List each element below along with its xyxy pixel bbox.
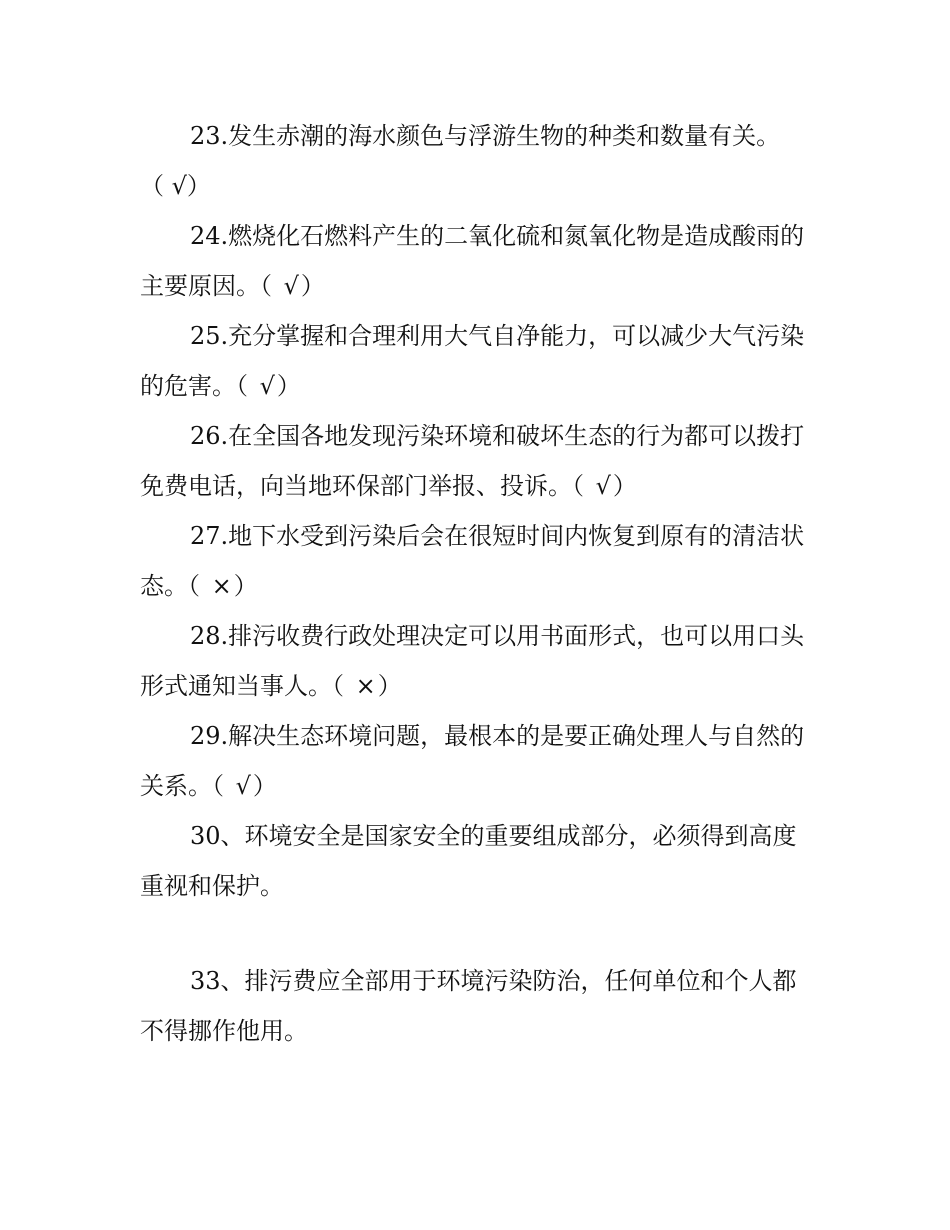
question-text: 27.地下水受到污染后会在很短时间内恢复到原有的清洁状态。 (140, 522, 805, 600)
question-28 (140, 611, 820, 711)
answer-mark: （ √） (572, 472, 639, 500)
answer-mark: （ ×） (188, 572, 260, 600)
question-26 (140, 411, 820, 511)
question-text: 28.排污收费行政处理决定可以用书面形式，也可以用口头形式通知当事人。 (140, 622, 805, 700)
question-29 (140, 711, 820, 811)
answer-mark: （ ×） (332, 672, 404, 700)
question-text: 29.解决生态环境问题，最根本的是要正确处理人与自然的关系。 (140, 722, 805, 800)
question-23-answer (140, 161, 211, 211)
question-25 (140, 311, 820, 411)
question-33 (140, 956, 820, 1056)
answer-mark: （ √） (260, 272, 327, 300)
answer-mark: （ √） (140, 172, 211, 200)
question-text: 25.充分掌握和合理利用大气自净能力，可以减少大气污染的危害。 (140, 322, 805, 400)
question-27 (140, 511, 820, 611)
question-text: 33、排污费应全部用于环境污染防治，任何单位和个人都不得挪作他用。 (140, 967, 797, 1045)
answer-mark: （ √） (212, 772, 279, 800)
answer-mark: （ √） (236, 372, 303, 400)
question-23 (140, 111, 820, 161)
question-text: 26.在全国各地发现污染环境和破坏生态的行为都可以拨打免费电话，向当地环保部门举报、投诉。 (140, 422, 805, 500)
question-text: 24.燃烧化石燃料产生的二氧化硫和氮氧化物是造成酸雨的主要原因。 (140, 222, 805, 300)
question-text: 30、环境安全是国家安全的重要组成部分，必须得到高度重视和保护。 (140, 822, 797, 900)
question-text: 23.发生赤潮的海水颜色与浮游生物的种类和数量有关。 (190, 122, 781, 150)
question-30 (140, 811, 820, 911)
question-24 (140, 211, 820, 311)
